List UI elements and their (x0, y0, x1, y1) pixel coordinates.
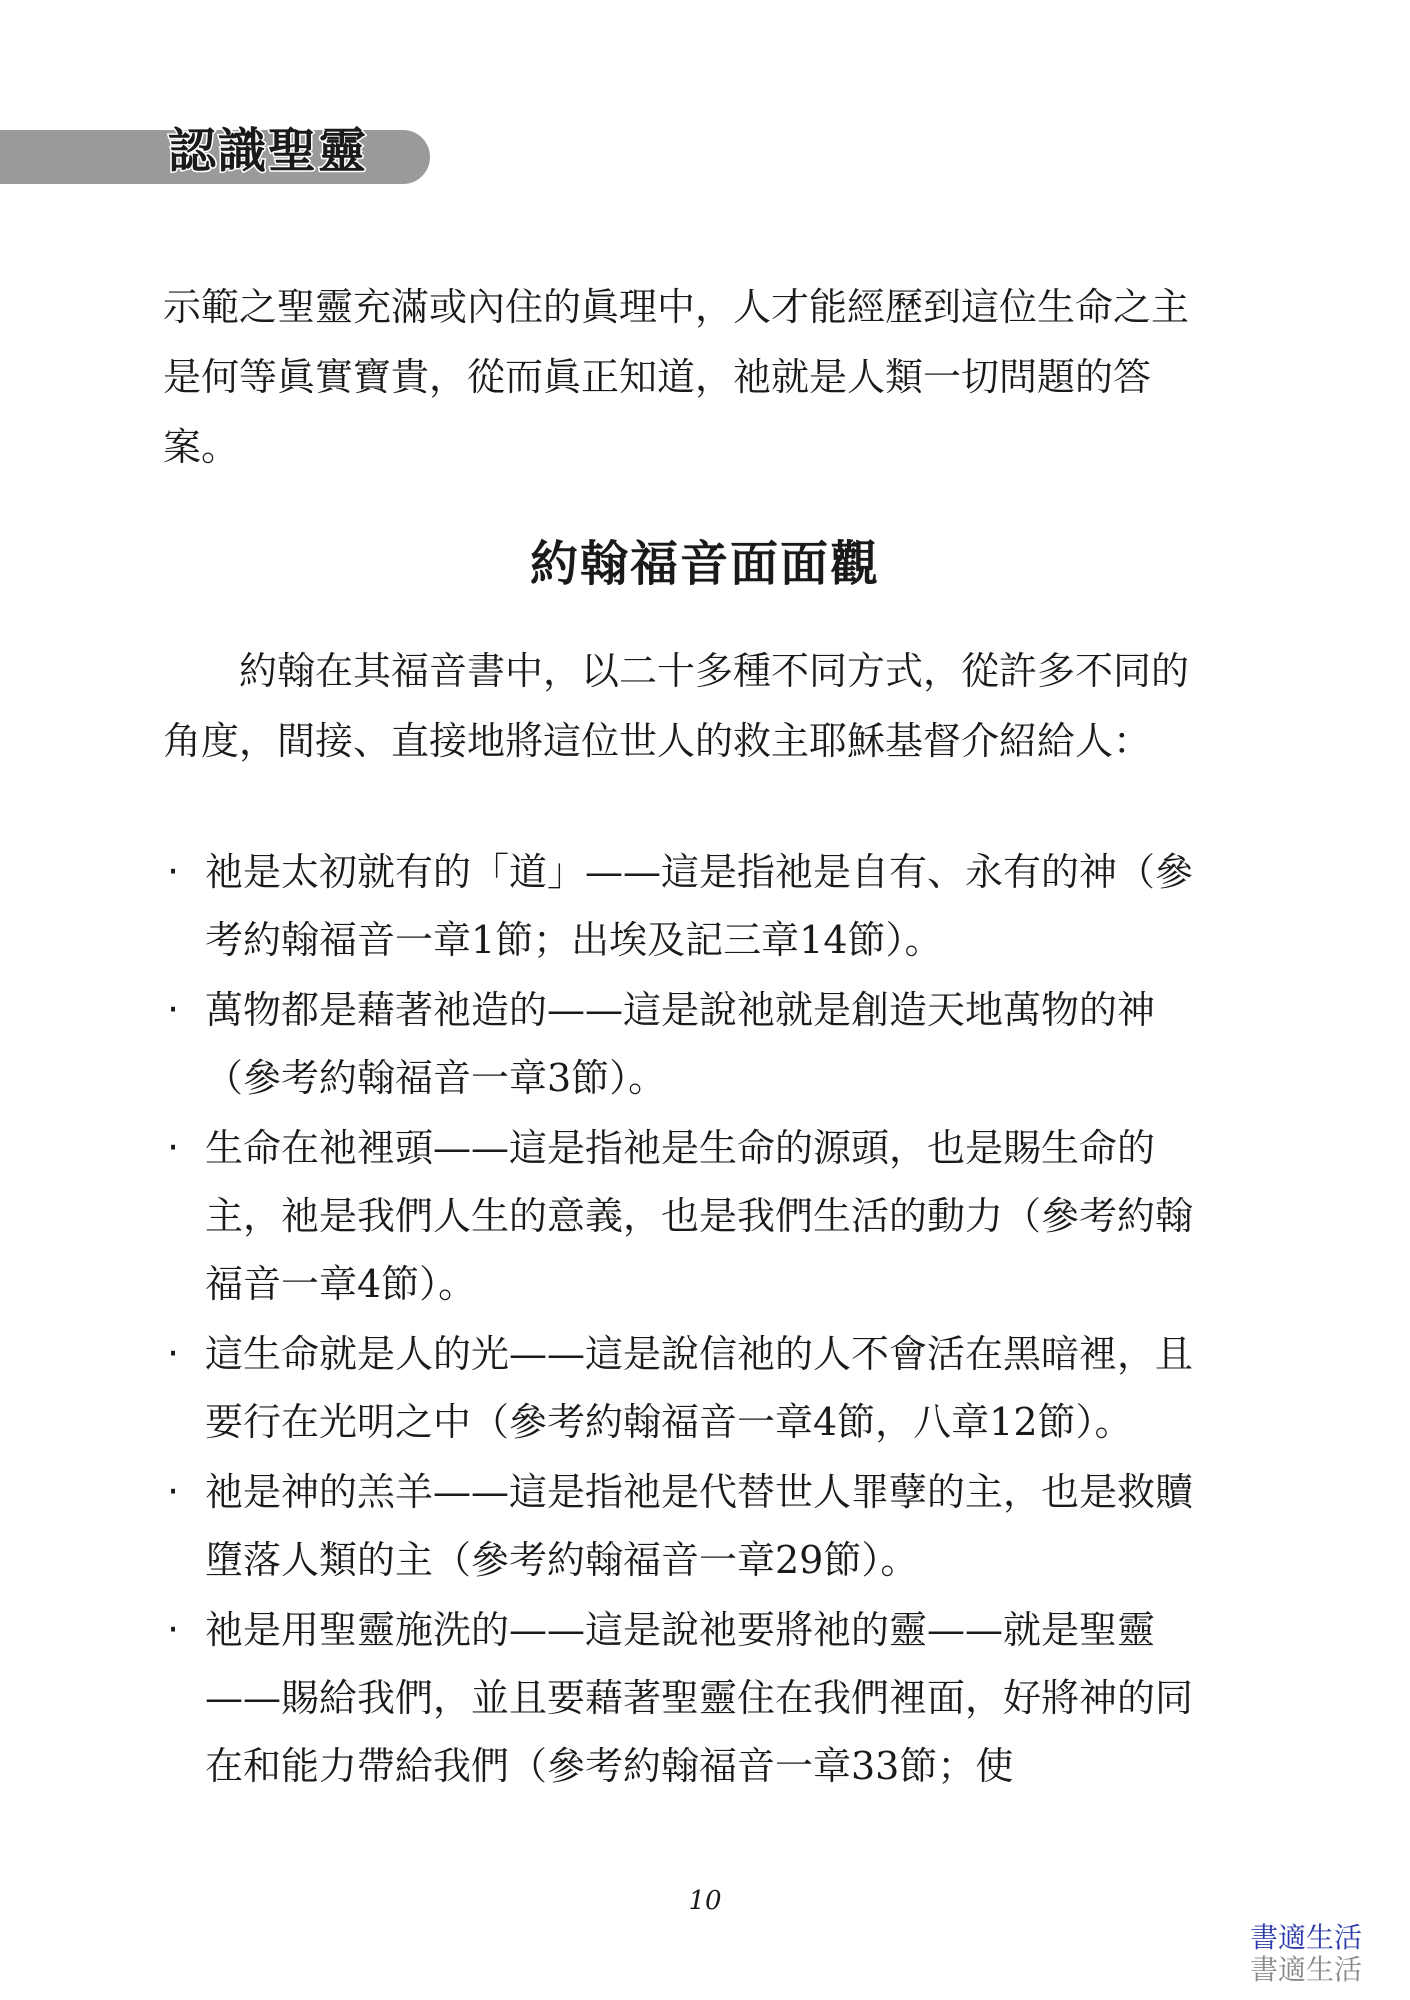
intro-paragraph: 示範之聖靈充滿或內住的眞理中，人才能經歷到這位生命之主是何等眞實寶貴，從而眞正知道，祂就是人類一切問題的答案。 (163, 285, 1190, 469)
bullet-dot-icon: ‧ (167, 1608, 180, 1652)
watermark-line-2: 書適生活 (1249, 1953, 1362, 1986)
watermark (1250, 1922, 1362, 1986)
bullet-text: 祂是用聖靈施洗的——這是說祂要將祂的靈——就是聖靈——賜給我們，並且要藉著聖靈住在我們裡面，好將神的同在和能力帶給我們（參考約翰福音一章33節；使 (205, 1608, 1194, 1788)
bullet-item (163, 838, 1200, 974)
page-number: 10 (688, 1886, 722, 1916)
bullet-item (163, 1458, 1200, 1594)
bullet-item (163, 1320, 1200, 1456)
bullet-dot-icon: ‧ (167, 988, 180, 1032)
bullet-text: 這生命就是人的光——這是說信祂的人不會活在黑暗裡，且要行在光明之中（參考約翰福音一章4節，八章12節）。 (205, 1332, 1194, 1444)
bullet-dot-icon: ‧ (167, 1126, 180, 1170)
bullet-item (163, 1596, 1200, 1800)
bullet-dot-icon: ‧ (167, 1470, 180, 1514)
bullet-dot-icon: ‧ (167, 850, 180, 894)
bullet-text: 祂是太初就有的「道」——這是指祂是自有、永有的神（參考約翰福音一章1節；出埃及記三章14節）。 (205, 850, 1194, 962)
section-paragraph: 約翰在其福音書中，以二十多種不同方式，從許多不同的角度，間接、直接地將這位世人的救主耶穌基督介紹給人： (163, 649, 1190, 763)
section-heading: 約翰福音面面觀 (529, 536, 880, 592)
watermark-line-1: 書適生活 (1249, 1921, 1362, 1954)
bullet-text: 祂是神的羔羊——這是指祂是代替世人罪孽的主，也是救贖墮落人類的主（參考約翰福音一章29節）。 (205, 1470, 1194, 1582)
bullet-list (163, 838, 1200, 1802)
bullet-dot-icon: ‧ (167, 1332, 180, 1376)
bullet-item (163, 1114, 1200, 1318)
bullet-text: 萬物都是藉著祂造的——這是說祂就是創造天地萬物的神（參考約翰福音一章3節）。 (205, 988, 1156, 1100)
bullet-item (163, 976, 1200, 1112)
running-header-title: 認識聖靈 (168, 123, 369, 179)
bullet-text: 生命在祂裡頭——這是指祂是生命的源頭，也是賜生命的主，祂是我們人生的意義，也是我們生活的動力（參考約翰福音一章4節）。 (205, 1126, 1194, 1306)
